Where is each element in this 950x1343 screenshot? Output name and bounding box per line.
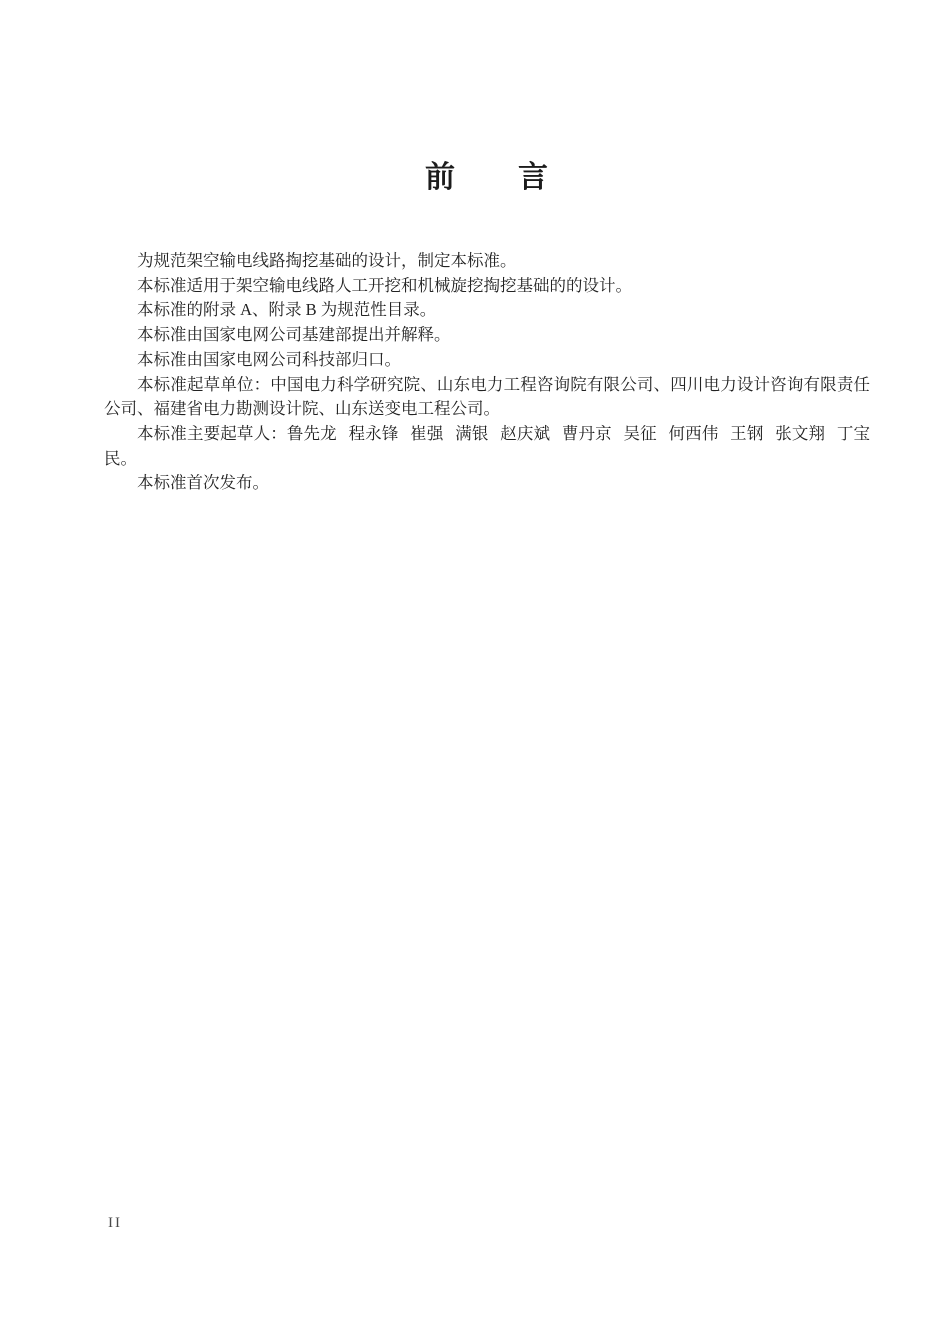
paragraph-proposed-by: 本标准由国家电网公司基建部提出并解释。	[137, 325, 451, 345]
paragraph-first-issue: 本标准首次发布。	[137, 473, 269, 493]
page-title: 前 言	[425, 161, 549, 194]
paragraph-managed-by: 本标准由国家电网公司科技部归口。	[137, 349, 401, 369]
paragraph-drafters: 本标准主要起草人：鲁先龙 程永锋 崔强 满银 赵庆斌 曹丹京 吴征 何西伟 王钢 张文翔 丁宝民。	[104, 423, 870, 468]
paragraph-drafting-organizations: 本标准起草单位：中国电力科学研究院、山东电力工程咨询院有限公司、四川电力设计咨询有限责任公司、福建省电力勘测设计院、山东送变电工程公司。	[104, 374, 870, 419]
paragraph-appendices: 本标准的附录 A、附录 B 为规范性目录。	[137, 300, 437, 320]
document-body	[104, 249, 870, 496]
paragraph-purpose: 为规范架空输电线路掏挖基础的设计，制定本标准。	[137, 251, 517, 270]
page-number: II	[108, 1215, 122, 1231]
paragraph-scope: 本标准适用于架空输电线路人工开挖和机械旋挖掏挖基础的的设计。	[137, 275, 632, 295]
